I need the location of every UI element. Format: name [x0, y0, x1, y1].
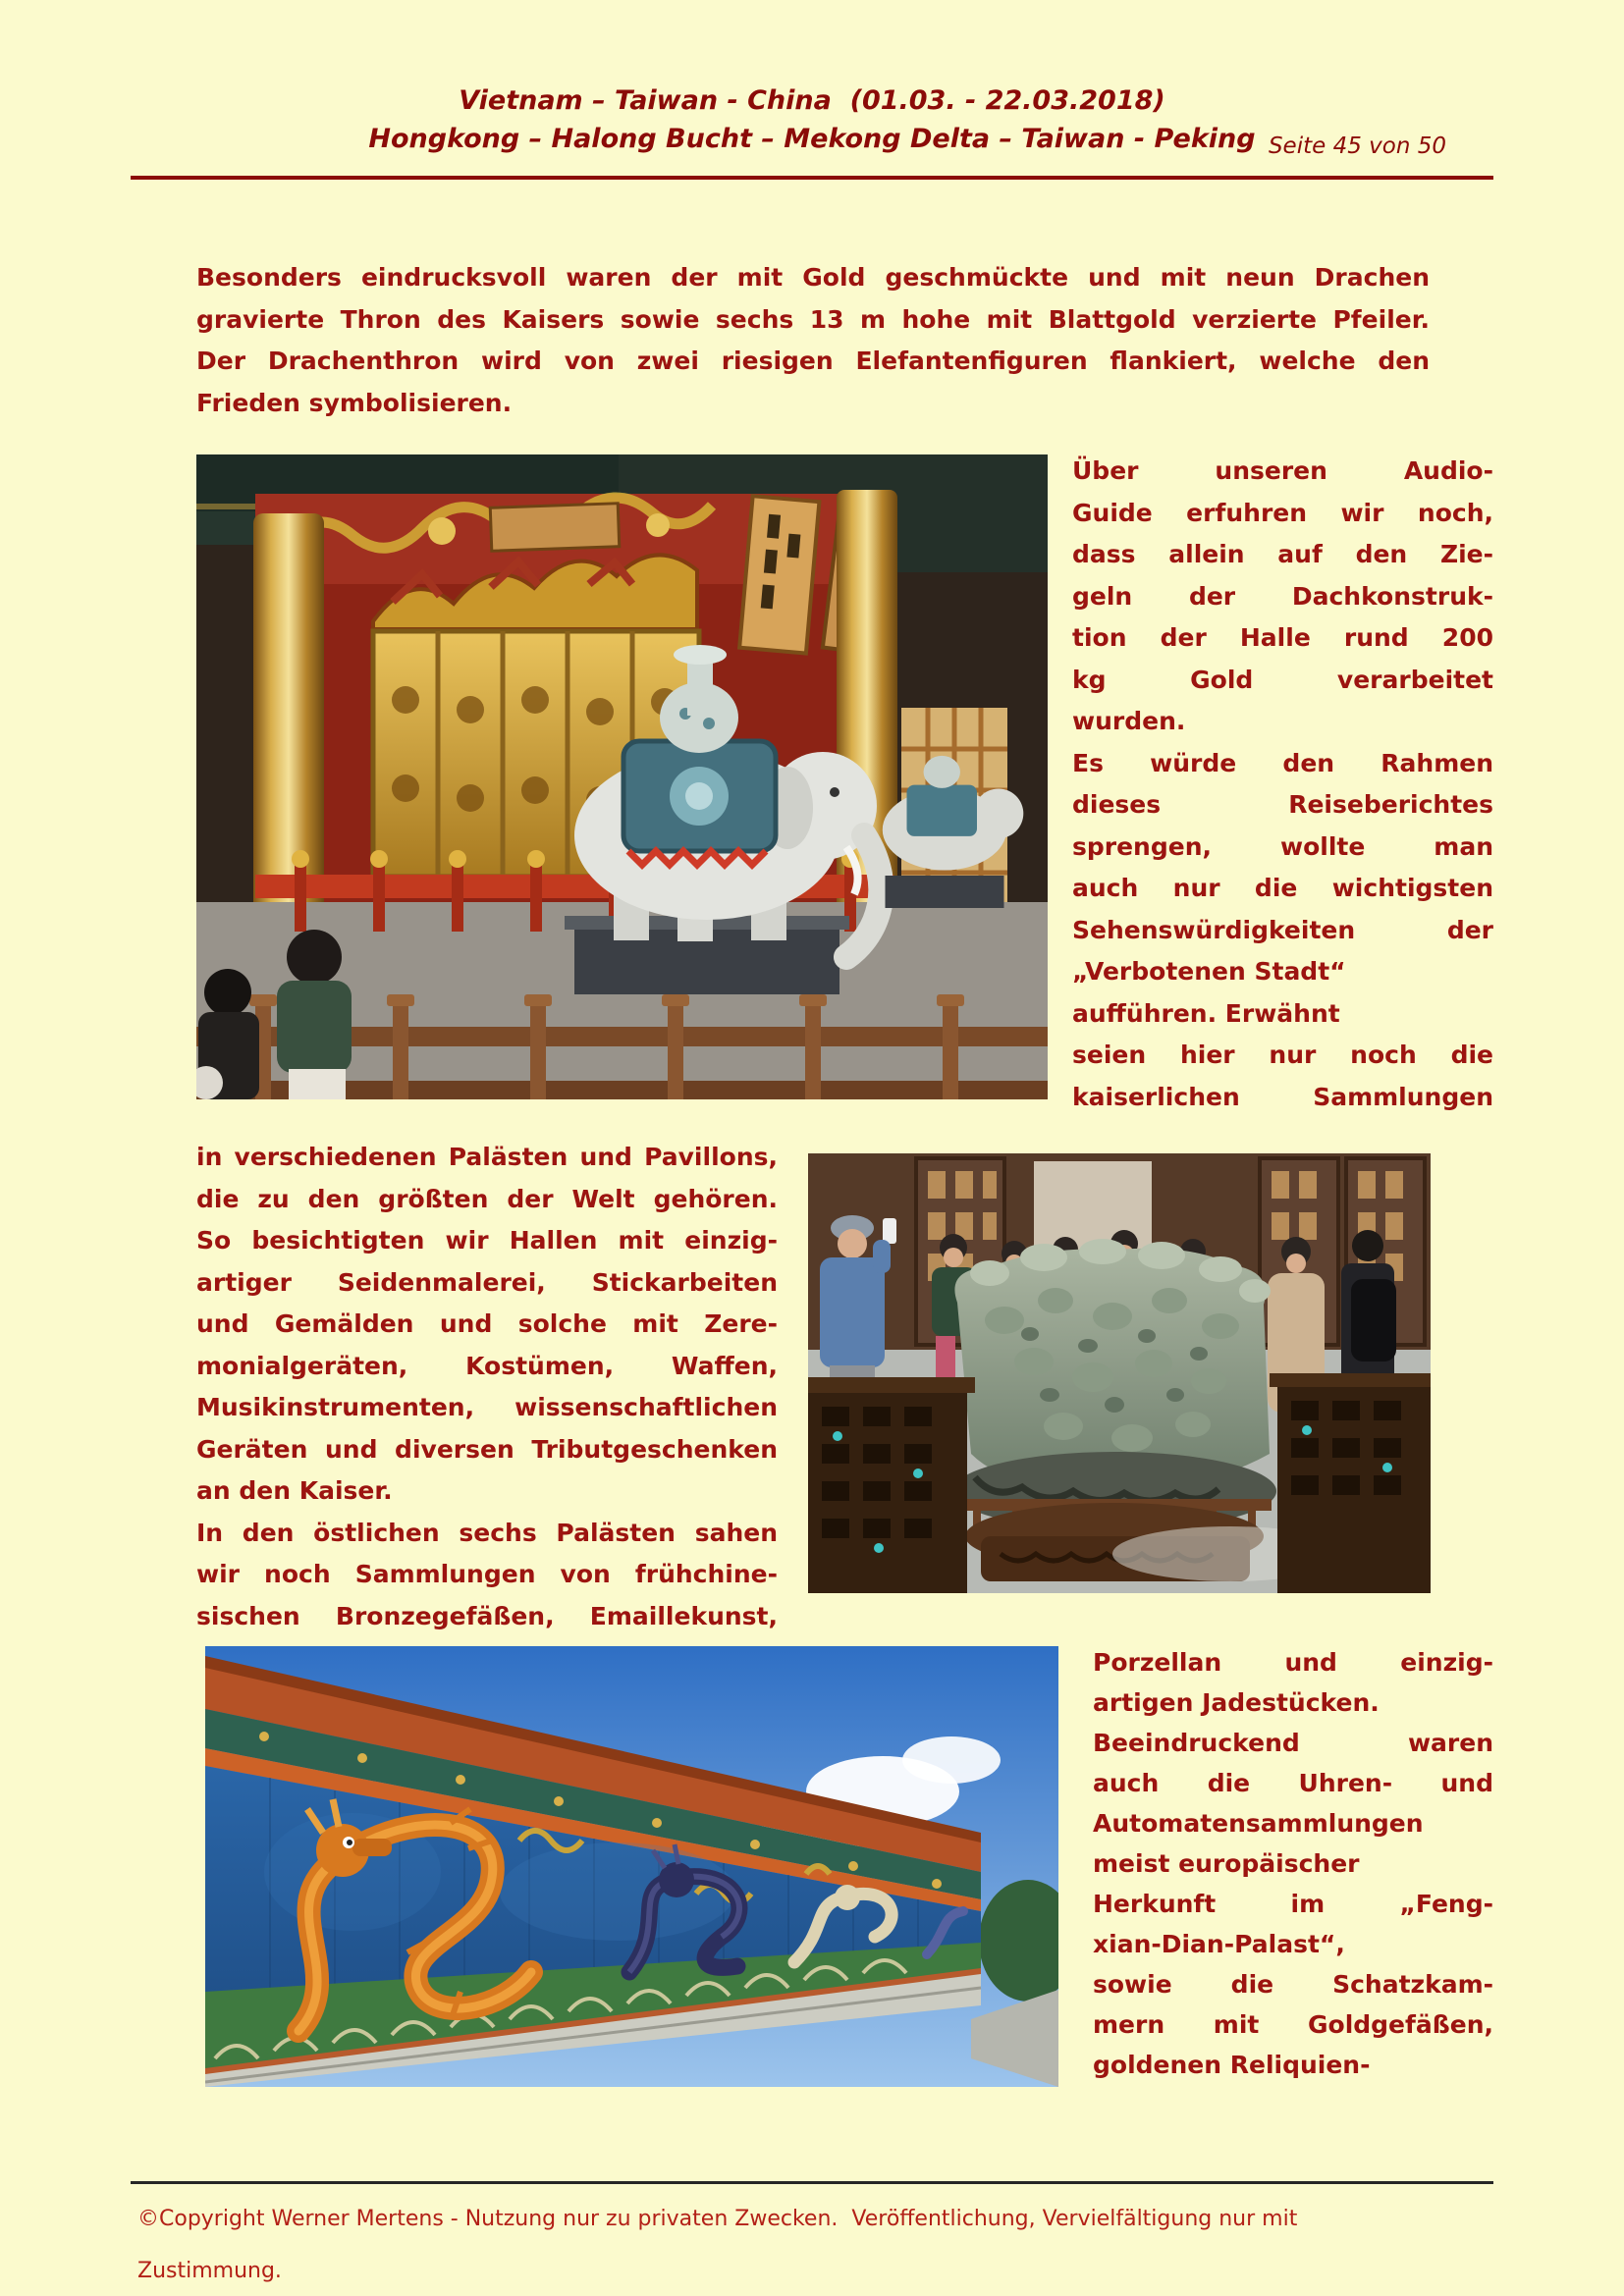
text-line: Über unseren Audio- [1072, 456, 1493, 485]
text-line: Porzellan und einzig- [1093, 1648, 1493, 1677]
text-line: sowie die Schatzkam- [1093, 1970, 1493, 1999]
text-line: die zu den größten der Welt gehören. [196, 1184, 778, 1213]
text-line: meist europäischer [1093, 1849, 1360, 1878]
footer-rule [131, 2181, 1493, 2184]
footer-text [137, 2193, 1571, 2296]
text-line: aufführen. Erwähnt [1072, 998, 1340, 1028]
photo-nine-dragon-wall [205, 1646, 1058, 2087]
text-line: seien hier nur noch die [1072, 1041, 1493, 1069]
text-line: Der Drachenthron wird von zwei riesigen Elefantenfiguren flankiert, welche den [196, 347, 1430, 375]
photo-jade-vessel [808, 1153, 1431, 1593]
text-line: in verschiedenen Palästen und Pavillons, [196, 1143, 778, 1171]
text-line: kg Gold verarbeitet [1072, 665, 1493, 694]
text-line: kaiserlichen Sammlungen [1072, 1082, 1493, 1111]
text-line: gravierte Thron des Kaisers sowie sechs 13 m hohe mit Blattgold verzierte Pfeiler. [196, 304, 1430, 334]
collections-paragraph [196, 1137, 778, 1637]
text-line: Es würde den Rahmen [1072, 748, 1493, 777]
text-line: dieses Reiseberichtes [1072, 790, 1493, 819]
text-line: Automatensammlungen [1093, 1809, 1424, 1838]
text-line: geln der Dachkonstruk- [1072, 581, 1493, 611]
text-line: auch die Uhren- und [1093, 1769, 1493, 1797]
text-line: Herkunft im „Feng- [1093, 1890, 1493, 1918]
text-line: auch nur die wichtigsten [1072, 874, 1493, 902]
text-line: und Gemälden und solche mit Zere- [196, 1309, 778, 1338]
page-subtitle: Hongkong – Halong Bucht – Mekong Delta – Taiwan - Peking [368, 124, 1256, 154]
page-number: Seite 45 von 50 [1268, 133, 1446, 159]
text-line: Geräten und diversen Tributgeschenken [196, 1434, 778, 1464]
text-line: xian-Dian-Palast“, [1093, 1930, 1345, 1958]
text-line: goldenen Reliquien- [1093, 2051, 1371, 2079]
page-title: Vietnam – Taiwan - China (01.03. - 22.03.2018) [459, 85, 1165, 116]
text-line: wurden. [1072, 707, 1186, 735]
text-line: „Verbotenen Stadt“ [1072, 957, 1346, 986]
text-line: artiger Seidenmalerei, Stickarbeiten [196, 1267, 778, 1297]
page-header [131, 82, 1493, 180]
intro-paragraph [196, 257, 1430, 424]
text-line: mern mit Goldgefäßen, [1093, 2010, 1493, 2039]
text-line: dass allein auf den Zie- [1072, 540, 1493, 568]
text-line: sprengen, wollte man [1072, 831, 1493, 861]
text-line: So besichtigten wir Hallen mit einzig- [196, 1226, 778, 1255]
text-line: Musikinstrumenten, wissenschaftlichen [196, 1393, 778, 1421]
text-line: Besonders eindrucksvoll waren der mit Gold geschmückte und mit neun Drachen [196, 263, 1430, 292]
audio-guide-paragraph [1072, 451, 1493, 1118]
text-line: Sehenswürdigkeiten der [1072, 915, 1493, 944]
text-line: sischen Bronzegefäßen, Emaillekunst, [196, 1601, 778, 1630]
treasures-paragraph [1093, 1642, 1493, 2085]
text-line: Beeindruckend waren [1093, 1729, 1493, 1757]
text-line: ©Copyright Werner Mertens - Nutzung nur zu privaten Zwecken. Veröffentlichung, Vervielfältigung nur mit [137, 2207, 1298, 2231]
photo-throne-hall [196, 454, 1048, 1099]
text-line: wir noch Sammlungen von frühchine- [196, 1560, 778, 1588]
page-subtitle-row [131, 120, 1493, 176]
text-line: Zustimmung. [137, 2259, 282, 2283]
text-line: an den Kaiser. [196, 1476, 393, 1505]
text-line: Frieden symbolisieren. [196, 388, 513, 417]
text-line: monialgeräten, Kostümen, Waffen, [196, 1351, 778, 1380]
text-line: In den östlichen sechs Palästen sahen [196, 1518, 778, 1547]
text-line: tion der Halle rund 200 [1072, 623, 1493, 652]
text-line: artigen Jadestücken. [1093, 1688, 1380, 1717]
text-line: Guide erfuhren wir noch, [1072, 498, 1493, 527]
